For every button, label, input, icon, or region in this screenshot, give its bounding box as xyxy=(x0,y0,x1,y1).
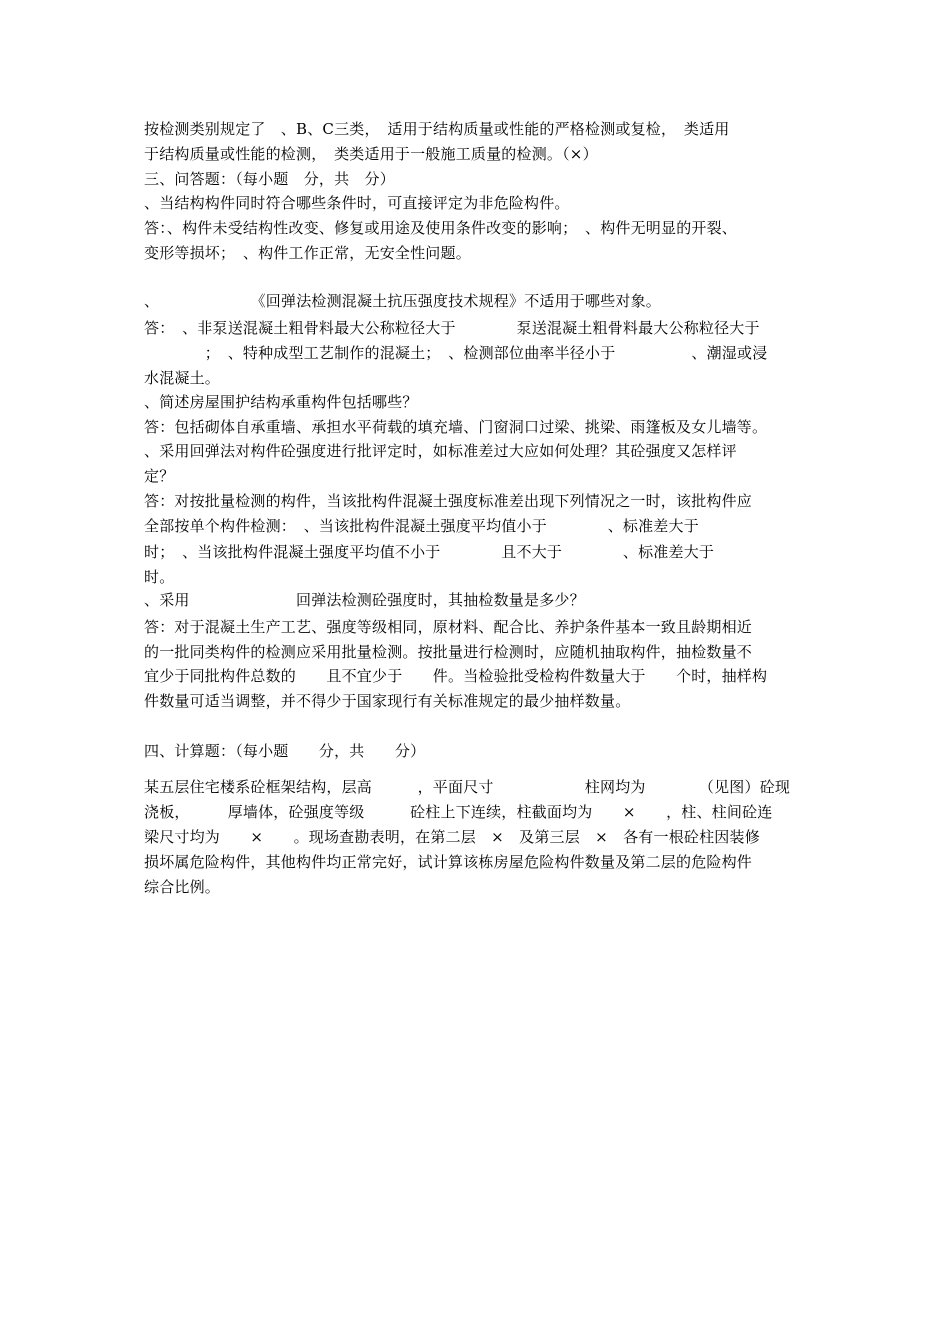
answer-text: 答：对于混凝土生产工艺、强度等级相同，原材料、配合比、养护条件基本一致且龄期相近 xyxy=(144,618,753,636)
question-text: 、 《回弹法检测混凝土抗压强度技术规程》不适用于哪些对象。 xyxy=(144,292,662,310)
problem-text: 损坏属危险构件，其他构件均正常完好，试计算该栋房屋危险构件数量及第二层的危险构件 xyxy=(144,853,753,871)
problem-text: 浇板， 厚墙体，砼强度等级 砼柱上下连续，柱截面均为 × ，柱、柱间砼连 xyxy=(144,803,773,821)
answer-text: 全部按单个构件检测： 、当该批构件混凝土强度平均值小于 、标准差大于 xyxy=(144,517,699,535)
answer-text: ； 、特种成型工艺制作的混凝土； 、检测部位曲率半径小于 、潮湿或浸 xyxy=(144,344,768,362)
answer-text: 答：包括砌体自承重墙、承担水平荷载的填充墙、门窗洞口过梁、挑梁、雨篷板及女儿墙等。 xyxy=(144,418,768,436)
section-heading: 四、计算题：（每小题 分，共 分） xyxy=(144,742,426,760)
question-text: 、采用 回弹法检测砼强度时，其抽检数量是多少？ xyxy=(144,591,585,609)
question-text: 定？ xyxy=(144,467,175,485)
problem-text: 某五层住宅楼系砼框架结构，层高 ，平面尺寸 柱网均为 （见图）砼现 xyxy=(144,778,791,796)
problem-text: 梁尺寸均为 × 。现场查勘表明，在第二层 × 及第三层 × 各有一根砼柱因装修 xyxy=(144,828,760,846)
section-heading: 三、问答题：（每小题 分，共 分） xyxy=(144,170,395,188)
text-line: 按检测类别规定了 、B、C三类， 适用于结构质量或性能的严格检测或复检， 类适用 xyxy=(144,120,730,138)
answer-text: 答：、构件未受结构性改变、修复或用途及使用条件改变的影响； 、构件无明显的开裂、 xyxy=(144,219,738,237)
question-text: 、采用回弹法对构件砼强度进行批评定时，如标准差过大应如何处理？其砼强度又怎样评 xyxy=(144,442,737,460)
question-text: 、当结构构件同时符合哪些条件时，可直接评定为非危险构件。 xyxy=(144,194,570,212)
text-line: 于结构质量或性能的检测， 类类适用于一般施工质量的检测。（×） xyxy=(144,145,598,163)
answer-text: 时。 xyxy=(144,568,175,586)
answer-text: 答：对按批量检测的构件，当该批构件混凝土强度标准差出现下列情况之一时，该批构件应 xyxy=(144,492,753,510)
answer-text: 答： 、非泵送混凝土粗骨料最大公称粒径大于 泵送混凝土粗骨料最大公称粒径大于 xyxy=(144,319,760,337)
answer-text: 水混凝土。 xyxy=(144,369,221,387)
answer-text: 宜少于同批构件总数的 且不宜少于 件。当检验批受检构件数量大于 个时，抽样构 xyxy=(144,667,768,685)
answer-text: 件数量可适当调整，并不得少于国家现行有关标准规定的最少抽样数量。 xyxy=(144,692,631,710)
answer-text: 变形等损坏； 、构件工作正常，无安全性问题。 xyxy=(144,244,471,262)
question-text: 、简述房屋围护结构承重构件包括哪些？ xyxy=(144,393,418,411)
problem-text: 综合比例。 xyxy=(144,878,221,896)
answer-text: 的一批同类构件的检测应采用批量检测。按批量进行检测时，应随机抽取构件，抽检数量不 xyxy=(144,643,753,661)
answer-text: 时； 、当该批构件混凝土强度平均值不小于 且不大于 、标准差大于 xyxy=(144,543,715,561)
